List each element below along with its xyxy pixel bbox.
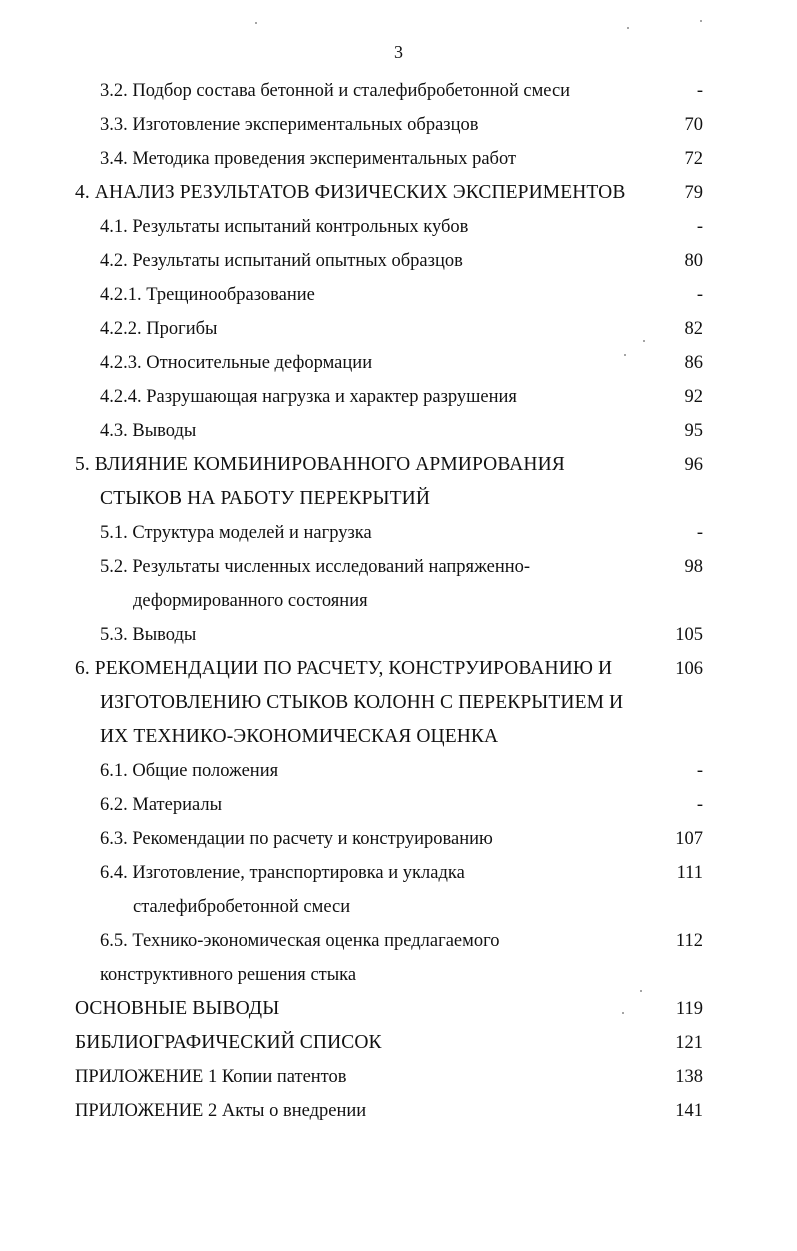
- toc-row: [0, 108, 797, 142]
- toc-entry-page: 79: [684, 183, 703, 203]
- toc-entry-page: 112: [675, 931, 703, 951]
- toc-entry-page: -: [696, 285, 703, 305]
- page-number: 3: [394, 42, 403, 62]
- toc-row: [0, 924, 797, 958]
- toc-row: [0, 414, 797, 448]
- toc-entry-text: 5.2. Результаты численных исследований напряженно-: [100, 557, 531, 577]
- toc-entry-text: 6.5. Технико-экономическая оценка предлагаемого: [100, 931, 500, 951]
- toc-row: [0, 890, 797, 924]
- toc-row: [0, 210, 797, 244]
- toc-row: [0, 278, 797, 312]
- toc-row: [0, 482, 797, 516]
- scan-speck: [643, 340, 645, 342]
- toc-row: [0, 754, 797, 788]
- toc-entry-page: 96: [684, 455, 703, 475]
- toc-entry-text: 3.2. Подбор состава бетонной и сталефибробетонной смеси: [100, 81, 571, 101]
- toc-entry-text: 6.2. Материалы: [100, 795, 223, 815]
- toc-entry-continuation: конструктивного решения стыка: [100, 965, 357, 985]
- toc-entry-page: -: [696, 217, 703, 237]
- toc-entry-page: 80: [684, 251, 703, 271]
- scan-speck: [700, 20, 702, 22]
- scan-speck: [627, 27, 629, 29]
- toc-row: [0, 312, 797, 346]
- toc-row: [0, 74, 797, 108]
- toc-row: [0, 142, 797, 176]
- toc-row: [0, 720, 797, 754]
- toc-entry-text: 4.2.2. Прогибы: [100, 319, 218, 339]
- toc-entry-page: 107: [675, 829, 703, 849]
- toc-row: [0, 1026, 797, 1060]
- toc-entry-page: 121: [675, 1033, 703, 1053]
- toc-row: [0, 584, 797, 618]
- toc-chapter-text: 4. АНАЛИЗ РЕЗУЛЬТАТОВ ФИЗИЧЕСКИХ ЭКСПЕРИМЕНТОВ: [75, 182, 626, 203]
- toc-entry-page: 82: [684, 319, 703, 339]
- toc-row: [0, 380, 797, 414]
- toc-entry-text: 3.4. Методика проведения экспериментальных работ: [100, 149, 517, 169]
- toc-row: [0, 244, 797, 278]
- toc-row: [0, 448, 797, 482]
- toc-appendix-text: ПРИЛОЖЕНИЕ 1 Копии патентов: [75, 1067, 347, 1087]
- toc-entry-text: 4.1. Результаты испытаний контрольных кубов: [100, 217, 469, 237]
- toc-entry-page: 141: [675, 1101, 703, 1121]
- toc-entry-page: -: [696, 523, 703, 543]
- toc-entry-text: 6.1. Общие положения: [100, 761, 279, 781]
- toc-chapter-text: ОСНОВНЫЕ ВЫВОДЫ: [75, 998, 280, 1019]
- toc-entry-page: 70: [684, 115, 703, 135]
- toc-entry-page: 105: [675, 625, 703, 645]
- toc-row: [0, 958, 797, 992]
- toc-row: [0, 992, 797, 1026]
- toc-entry-text: 6.4. Изготовление, транспортировка и укладка: [100, 863, 465, 883]
- toc-entry-text: 5.1. Структура моделей и нагрузка: [100, 523, 372, 543]
- toc-chapter-continuation: ИХ ТЕХНИКО-ЭКОНОМИЧЕСКАЯ ОЦЕНКА: [100, 726, 499, 747]
- toc-entry-page: 119: [675, 999, 703, 1019]
- toc-entry-continuation: сталефибробетонной смеси: [133, 897, 351, 917]
- scan-speck: [624, 354, 626, 356]
- toc-entry-text: 4.2. Результаты испытаний опытных образцов: [100, 251, 463, 271]
- toc-chapter-text: 6. РЕКОМЕНДАЦИИ ПО РАСЧЕТУ, КОНСТРУИРОВАНИЮ И: [75, 658, 613, 679]
- toc-entry-text: 5.3. Выводы: [100, 625, 197, 645]
- toc-entry-page: 95: [684, 421, 703, 441]
- toc-row: [0, 618, 797, 652]
- toc-row: [0, 1094, 797, 1128]
- toc-entry-page: -: [696, 761, 703, 781]
- toc-chapter-text: 5. ВЛИЯНИЕ КОМБИНИРОВАННОГО АРМИРОВАНИЯ: [75, 454, 565, 475]
- table-of-contents: [0, 74, 797, 1128]
- toc-entry-page: 86: [684, 353, 703, 373]
- toc-entry-page: 111: [676, 863, 703, 883]
- toc-row: [0, 686, 797, 720]
- toc-entry-text: 3.3. Изготовление экспериментальных образцов: [100, 115, 479, 135]
- scan-speck: [255, 22, 257, 24]
- toc-entry-text: 4.2.1. Трещинообразование: [100, 285, 315, 305]
- toc-chapter-continuation: СТЫКОВ НА РАБОТУ ПЕРЕКРЫТИЙ: [100, 488, 431, 509]
- toc-row: [0, 856, 797, 890]
- toc-row: [0, 550, 797, 584]
- scan-speck: [640, 990, 642, 992]
- toc-entry-page: 72: [684, 149, 703, 169]
- toc-entry-continuation: деформированного состояния: [133, 591, 368, 611]
- toc-entry-page: 138: [675, 1067, 703, 1087]
- toc-row: [0, 516, 797, 550]
- toc-appendix-text: ПРИЛОЖЕНИЕ 2 Акты о внедрении: [75, 1101, 367, 1121]
- toc-row: [0, 1060, 797, 1094]
- toc-chapter-continuation: ИЗГОТОВЛЕНИЮ СТЫКОВ КОЛОНН С ПЕРЕКРЫТИЕМ И: [100, 692, 624, 713]
- scan-speck: [622, 1012, 624, 1014]
- toc-row: [0, 652, 797, 686]
- toc-row: [0, 822, 797, 856]
- toc-entry-page: -: [696, 795, 703, 815]
- toc-entry-page: -: [696, 81, 703, 101]
- toc-row: [0, 346, 797, 380]
- toc-entry-text: 6.3. Рекомендации по расчету и конструированию: [100, 829, 493, 849]
- toc-entry-text: 4.2.4. Разрушающая нагрузка и характер разрушения: [100, 387, 517, 407]
- toc-row: [0, 176, 797, 210]
- toc-entry-page: 106: [675, 659, 703, 679]
- toc-entry-page: 98: [684, 557, 703, 577]
- toc-entry-text: 4.3. Выводы: [100, 421, 197, 441]
- toc-row: [0, 788, 797, 822]
- toc-entry-page: 92: [684, 387, 703, 407]
- toc-entry-text: 4.2.3. Относительные деформации: [100, 353, 373, 373]
- toc-chapter-text: БИБЛИОГРАФИЧЕСКИЙ СПИСОК: [75, 1032, 382, 1053]
